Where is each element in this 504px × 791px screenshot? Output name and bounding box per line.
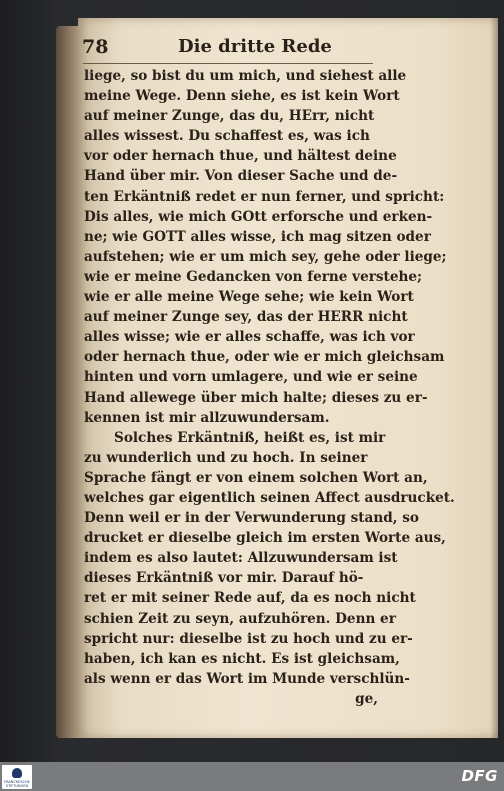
- header-rule: [83, 63, 373, 64]
- text-line: wie er alle meine Wege sehe; wie kein Wort: [84, 289, 414, 306]
- text-line: als wenn er das Wort im Munde verschlün-: [84, 670, 410, 687]
- text-line: Dis alles, wie mich GOtt erforsche und erken-: [84, 208, 433, 225]
- catchword: ge,: [355, 690, 378, 707]
- text-line: haben, ich kan es nicht. Es ist gleichsam,: [84, 650, 400, 667]
- text-line: wie er meine Gedancken von ferne verstehe;: [84, 268, 423, 285]
- text-line: schien Zeit zu seyn, aufzuhören. Denn er: [84, 610, 396, 627]
- text-line: Hand allewege über mich halte; dieses zu er-: [84, 389, 428, 406]
- text-line: liege, so bist du um mich, und siehest alle: [84, 68, 407, 84]
- viewer-footer: [0, 762, 504, 791]
- text-line: indem es also lautet: Allzuwundersam ist: [84, 550, 398, 567]
- text-line: hinten und vorn umlagere, und wie er seine: [84, 369, 418, 386]
- text-line: kennen ist mir allzuwundersam.: [84, 409, 330, 426]
- dfg-logo[interactable]: DFG: [461, 767, 498, 785]
- text-line: oder hernach thue, oder wie er mich gleichsam: [84, 349, 445, 366]
- text-line: ne; wie GOTT alles wisse, ich mag sitzen oder: [84, 228, 431, 245]
- text-line: alles wisse; wie er alles schaffe, was ich vor: [84, 329, 415, 346]
- text-line: zu wunderlich und zu hoch. In seiner: [84, 449, 368, 466]
- text-line: vor oder hernach thue, und hältest deine: [84, 148, 397, 165]
- text-line: Sprache fängt er von einem solchen Wort an,: [84, 469, 428, 486]
- page-number: 78: [82, 36, 109, 58]
- text-line: Hand über mir. Von dieser Sache und de-: [84, 168, 398, 185]
- page-gutter-shadow: [490, 18, 498, 738]
- text-line: auf meiner Zunge, das du, HErr, nicht: [84, 108, 375, 125]
- text-line: meine Wege. Denn siehe, es ist kein Wort: [84, 88, 400, 105]
- text-line: ret er mit seiner Rede auf, da es noch nicht: [84, 590, 416, 607]
- text-line: welches gar eigentlich seinen Affect ausdrucket.: [84, 489, 455, 506]
- text-line: dieses Erkäntniß vor mir. Darauf hö-: [84, 570, 364, 587]
- logo-text: FRANCKESCHE STIFTUNGEN: [4, 780, 30, 788]
- text-line: alles wissest. Du schaffest es, was ich: [84, 128, 370, 145]
- text-line: auf meiner Zunge sey, das der HERR nicht: [84, 309, 408, 326]
- crest-icon: [12, 768, 22, 778]
- body-text: [84, 66, 455, 709]
- running-head: Die dritte Rede: [178, 36, 332, 57]
- text-line: Denn weil er in der Verwunderung stand, so: [84, 510, 419, 527]
- institution-logo[interactable]: [2, 765, 32, 789]
- page-header: [82, 36, 382, 62]
- text-line: spricht nur: dieselbe ist zu hoch und zu er-: [84, 630, 413, 647]
- text-line: drucket er dieselbe gleich im ersten Worte aus,: [84, 530, 446, 547]
- text-line: aufstehen; wie er um mich sey, gehe oder liege;: [84, 248, 447, 265]
- text-line: ten Erkäntniß redet er nun ferner, und spricht:: [84, 188, 445, 205]
- text-line: Solches Erkäntniß, heißt es, ist mir: [114, 429, 386, 446]
